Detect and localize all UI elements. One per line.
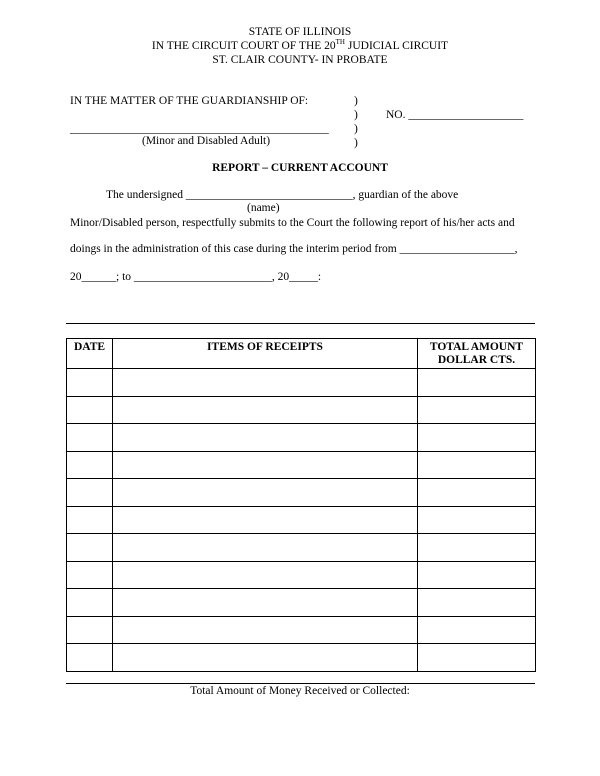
amount-cell[interactable] <box>418 616 536 644</box>
table-row <box>67 451 536 479</box>
amount-cell[interactable] <box>418 369 536 397</box>
paren-2: ) <box>354 109 358 121</box>
separator-line <box>66 323 535 324</box>
items-column-header: ITEMS OF RECEIPTS <box>113 339 418 369</box>
matter-caption: IN THE MATTER OF THE GUARDIANSHIP OF: <box>70 95 309 107</box>
court-heading-pre: IN THE CIRCUIT COURT OF THE 20 <box>151 40 336 52</box>
amount-cell[interactable] <box>418 396 536 424</box>
date-cell[interactable] <box>67 616 113 644</box>
table-row <box>67 369 536 397</box>
amount-cell[interactable] <box>418 506 536 534</box>
amount-cell[interactable] <box>418 451 536 479</box>
date-cell[interactable] <box>67 396 113 424</box>
date-cell[interactable] <box>67 534 113 562</box>
amount-cell[interactable] <box>418 644 536 672</box>
total-signature-line[interactable] <box>66 683 535 684</box>
total-column-header <box>418 339 536 369</box>
paren-4: ) <box>354 137 358 149</box>
court-heading <box>0 40 600 52</box>
ward-name-line[interactable]: _____________________________________________ <box>70 123 329 135</box>
amount-cell[interactable] <box>418 561 536 589</box>
total-received-label: Total Amount of Money Received or Collected: <box>190 685 410 697</box>
court-heading-sup: TH <box>335 38 345 46</box>
item-cell[interactable] <box>113 479 418 507</box>
table-header-row <box>67 339 536 369</box>
table-row <box>67 424 536 452</box>
table-row <box>67 506 536 534</box>
date-column-header: DATE <box>67 339 113 369</box>
county-heading: ST. CLAIR COUNTY- IN PROBATE <box>212 54 388 66</box>
item-cell[interactable] <box>113 424 418 452</box>
state-heading: STATE OF ILLINOIS <box>248 26 352 38</box>
court-heading-post: JUDICIAL CIRCUIT <box>345 40 449 52</box>
item-cell[interactable] <box>113 451 418 479</box>
total-header-line-2: DOLLAR CTS. <box>437 354 516 366</box>
item-cell[interactable] <box>113 506 418 534</box>
table-row <box>67 616 536 644</box>
receipts-table <box>66 338 536 672</box>
item-cell[interactable] <box>113 369 418 397</box>
date-cell[interactable] <box>67 451 113 479</box>
item-cell[interactable] <box>113 616 418 644</box>
table-row <box>67 396 536 424</box>
guardian-name-caption: (name) <box>247 202 280 214</box>
paren-3: ) <box>354 123 358 135</box>
report-title: REPORT – CURRENT ACCOUNT <box>212 162 388 174</box>
amount-cell[interactable] <box>418 479 536 507</box>
date-cell[interactable] <box>67 369 113 397</box>
amount-cell[interactable] <box>418 534 536 562</box>
paren-1: ) <box>354 95 358 107</box>
table-row <box>67 644 536 672</box>
item-cell[interactable] <box>113 534 418 562</box>
date-cell[interactable] <box>67 424 113 452</box>
body-line-1[interactable]: The undersigned _____________________________, guardian of the above <box>106 189 459 201</box>
table-row <box>67 534 536 562</box>
body-line-3[interactable]: doings in the administration of this case during the interim period from ____________________, <box>70 243 518 255</box>
date-cell[interactable] <box>67 561 113 589</box>
amount-cell[interactable] <box>418 424 536 452</box>
item-cell[interactable] <box>113 644 418 672</box>
item-cell[interactable] <box>113 561 418 589</box>
table-row <box>67 589 536 617</box>
table-row <box>67 479 536 507</box>
body-line-4[interactable]: 20______; to ________________________, 20_____: <box>70 271 322 283</box>
date-cell[interactable] <box>67 644 113 672</box>
body-line-2: Minor/Disabled person, respectfully submits to the Court the following report of his/her acts and <box>70 217 515 229</box>
date-cell[interactable] <box>67 479 113 507</box>
total-header-line-1: TOTAL AMOUNT <box>429 341 524 353</box>
date-cell[interactable] <box>67 506 113 534</box>
ward-name-caption: (Minor and Disabled Adult) <box>142 135 271 147</box>
table-row <box>67 561 536 589</box>
amount-cell[interactable] <box>418 589 536 617</box>
item-cell[interactable] <box>113 396 418 424</box>
case-number-field[interactable]: NO. ____________________ <box>386 109 524 121</box>
item-cell[interactable] <box>113 589 418 617</box>
date-cell[interactable] <box>67 589 113 617</box>
